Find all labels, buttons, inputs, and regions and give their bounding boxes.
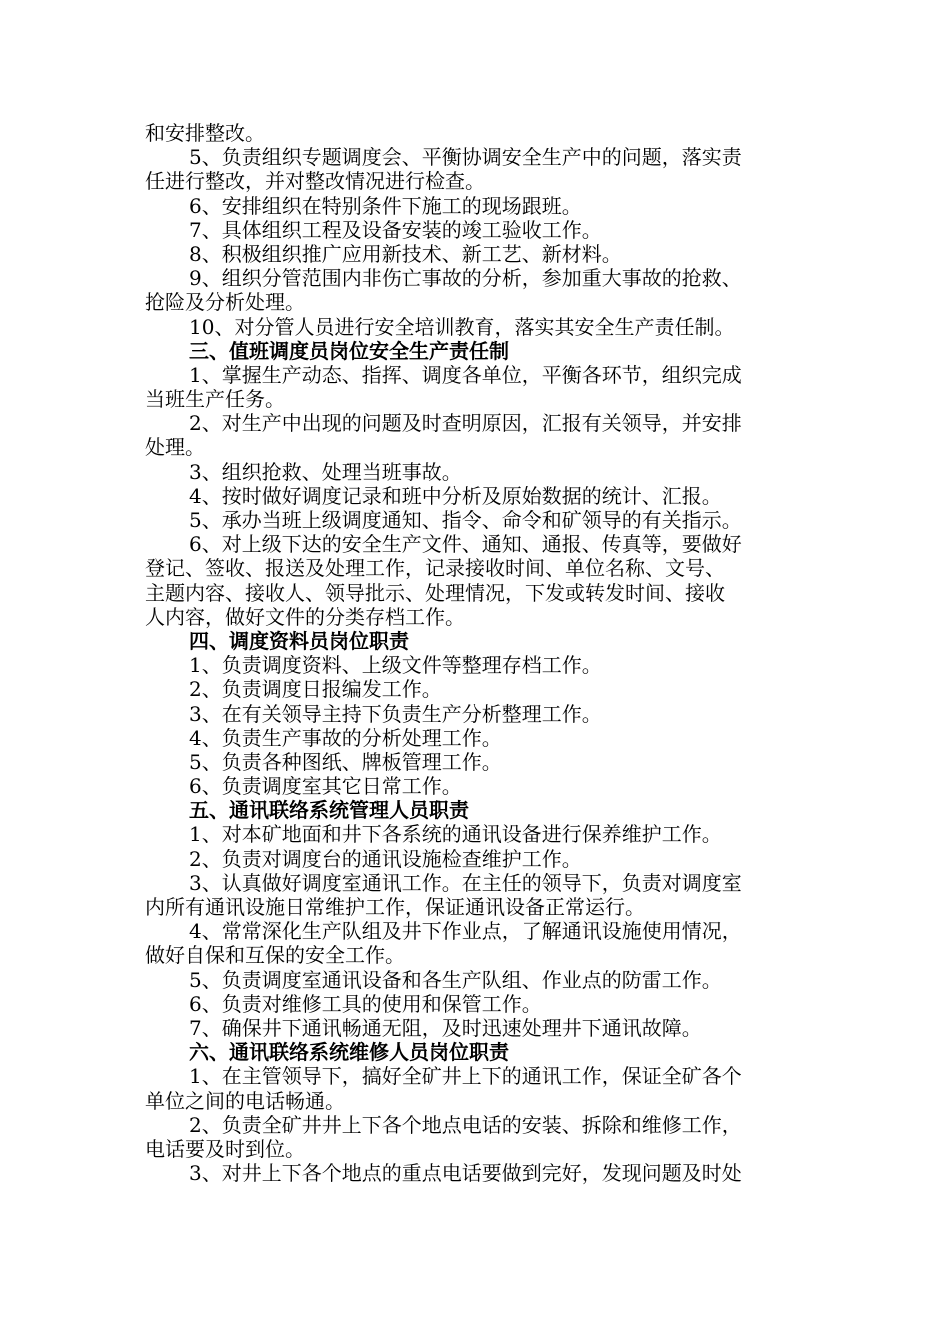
text-line: 主题内容、接收人、领导批示、处理情况，下发或转发时间、接收: [145, 580, 725, 605]
text-line: 电话要及时到位。: [145, 1136, 305, 1161]
text-line: 7、具体组织工程及设备安装的竣工验收工作。: [189, 217, 602, 242]
text-line: 5、负责各种图纸、牌板管理工作。: [189, 749, 502, 774]
text-line: 登记、签收、报送及处理工作，记录接收时间、单位名称、文号、: [145, 556, 725, 581]
text-line: 内所有通讯设施日常维护工作，保证通讯设备正常运行。: [145, 895, 645, 919]
text-line: 10、对分管人员进行安全培训教育，落实其安全生产责任制。: [189, 314, 735, 339]
text-line: 5、承办当班上级调度通知、指令、命令和矿领导的有关指示。: [189, 508, 742, 532]
text-line: 6、安排组织在特别条件下施工的现场跟班。: [189, 193, 582, 218]
text-line: 6、对上级下达的安全生产文件、通知、通报、传真等，要做好: [189, 532, 742, 557]
text-line: 单位之间的电话畅通。: [145, 1088, 345, 1113]
text-line: 做好自保和互保的安全工作。: [145, 943, 405, 968]
text-line: 6、负责对维修工具的使用和保管工作。: [189, 991, 542, 1016]
text-line: 9、组织分管范围内非伤亡事故的分析，参加重大事故的抢救、: [189, 266, 742, 291]
section-heading: 三、值班调度员岗位安全生产责任制: [189, 338, 509, 363]
text-line: 7、确保井下通讯畅通无阻，及时迅速处理井下通讯故障。: [189, 1015, 702, 1040]
text-line: 2、负责调度日报编发工作。: [189, 677, 442, 702]
text-line: 3、组织抢救、处理当班事故。: [189, 459, 462, 484]
text-line: 任进行整改，并对整改情况进行检查。: [145, 169, 485, 194]
text-line: 3、对井上下各个地点的重点电话要做到完好，发现问题及时处: [189, 1161, 742, 1186]
text-line: 5、负责组织专题调度会、平衡协调安全生产中的问题，落实责: [189, 145, 742, 170]
text-line: 2、负责对调度台的通讯设施检查维护工作。: [189, 846, 582, 871]
text-line: 2、负责全矿井井上下各个地点电话的安装、拆除和维修工作，: [189, 1112, 742, 1137]
text-line: 1、在主管领导下，搞好全矿井上下的通讯工作，保证全矿各个: [189, 1064, 742, 1089]
section-heading: 六、通讯联络系统维修人员岗位职责: [189, 1040, 509, 1065]
text-line: 和安排整改。: [145, 121, 265, 145]
text-line: 1、掌握生产动态、指挥、调度各单位，平衡各环节，组织完成: [189, 362, 742, 387]
text-line: 4、按时做好调度记录和班中分析及原始数据的统计、汇报。: [189, 483, 722, 508]
text-line: 人内容，做好文件的分类存档工作。: [145, 604, 465, 629]
text-line: 4、负责生产事故的分析处理工作。: [189, 725, 502, 750]
text-line: 1、对本矿地面和井下各系统的通讯设备进行保养维护工作。: [189, 822, 722, 847]
text-line: 抢险及分析处理。: [145, 290, 305, 315]
text-line: 1、负责调度资料、上级文件等整理存档工作。: [189, 653, 602, 678]
text-line: 2、对生产中出现的问题及时查明原因，汇报有关领导，并安排: [189, 411, 742, 436]
text-line: 4、常常深化生产队组及井下作业点，了解通讯设施使用情况，: [189, 919, 742, 944]
text-line: 3、认真做好调度室通讯工作。在主任的领导下，负责对调度室: [189, 870, 742, 895]
text-line: 6、负责调度室其它日常工作。: [189, 774, 462, 799]
text-line: 当班生产任务。: [145, 387, 285, 412]
text-line: 处理。: [145, 435, 205, 460]
text-line: 3、在有关领导主持下负责生产分析整理工作。: [189, 701, 602, 726]
text-line: 8、积极组织推广应用新技术、新工艺、新材料。: [189, 241, 622, 266]
section-heading: 五、通讯联络系统管理人员职责: [189, 798, 469, 823]
text-line: 5、负责调度室通讯设备和各生产队组、作业点的防雷工作。: [189, 967, 722, 992]
document-body: [145, 121, 810, 1185]
section-heading: 四、调度资料员岗位职责: [189, 628, 409, 653]
